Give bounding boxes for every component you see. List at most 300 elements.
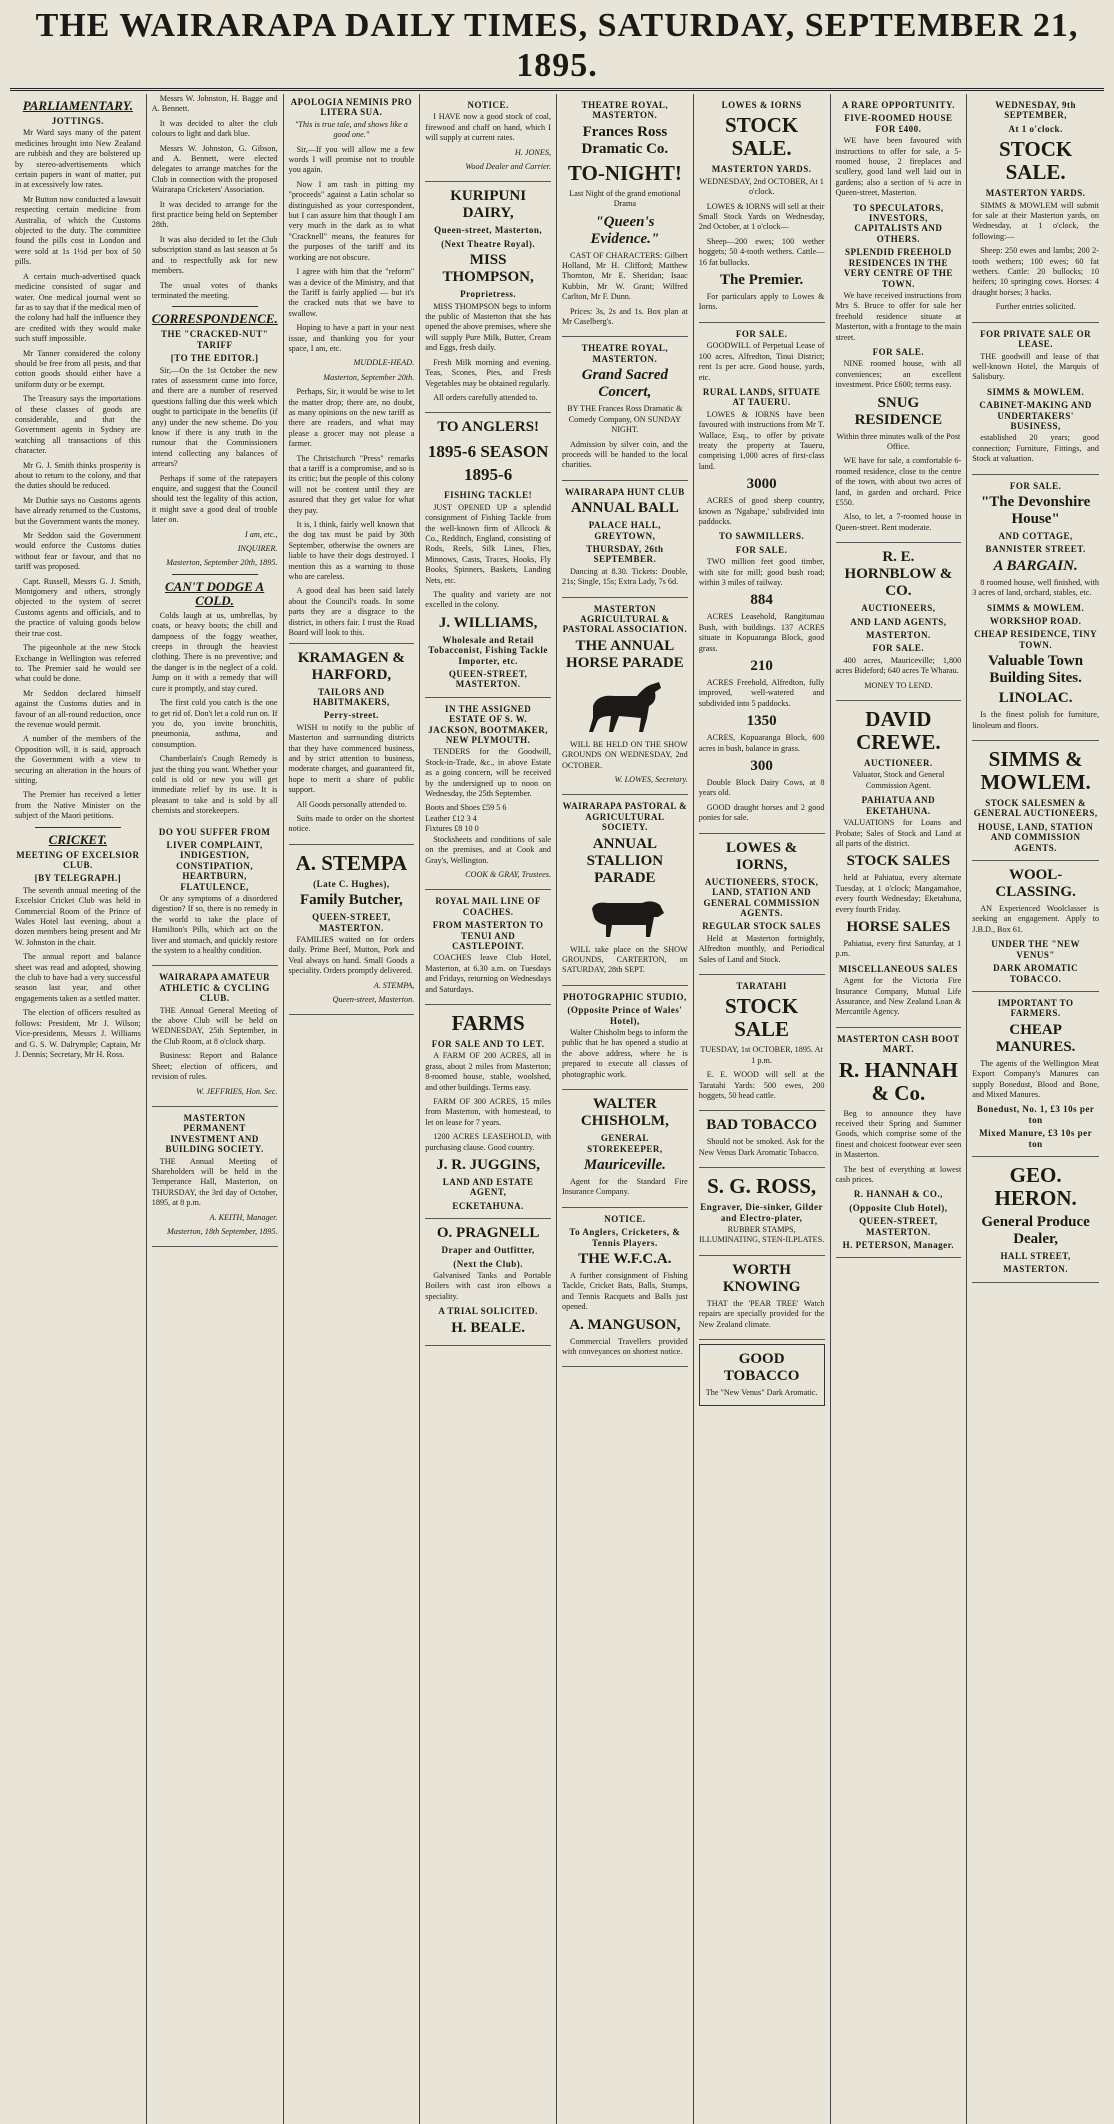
advert-body: Fresh Milk morning and evening. Teas, Scones, Pies, and Fresh Vegetables may be obtained regularly.: [425, 357, 551, 388]
advert-heading: MASTERTON PERMANENT INVESTMENT AND BUILDING SOCIETY.: [165, 1112, 264, 1155]
advert-body: 1200 ACRES LEASEHOLD, with purchasing clause. Good country.: [425, 1132, 551, 1152]
advert-subheading: HORSE SALES: [846, 918, 951, 935]
letter-paragraph: Sir,—On the 1st October the new rates of assessment came into force, and there are a number of reserved questions falling due this week which ought to participate in the benefits (if any) under the new scheme. Do you know if there is any truth in the rumour that the Commissioners intend collecting any balances of arrears?: [151, 365, 278, 469]
advert-dairy: [425, 182, 551, 413]
advert-body: Last Night of the grand emotional Drama: [569, 188, 681, 209]
cricket-subheading: MEETING OF EXCELSIOR CLUB.: [16, 849, 140, 870]
advert-subheading: To Anglers, Cricketers, & Tennis Players.: [569, 1227, 681, 1248]
advert-subheading: General Produce Dealer,: [981, 1213, 1090, 1247]
inventory-line: Boots and Shoes £59 5 6: [425, 803, 507, 813]
advert-body: WISH to notify to the public of Masterton and surrounding districts that they have commenced business, and by strict attention to business, moderate charges, and guaranteed fit, hope to merit a share of public support.: [288, 722, 415, 795]
article-paragraph: The Premier has received a letter from the Native Minister on the subject of the Maori petitions.: [15, 790, 141, 821]
article-paragraph: The usual votes of thanks terminated the meeting.: [151, 280, 278, 300]
advert-address: MASTERTON.: [1003, 1264, 1069, 1275]
advert-body: Dancing at 8.30. Tickets: Double, 21s; Single, 15s; Extra Lady, 7s 6d.: [562, 566, 688, 587]
advert-address: HALL STREET,: [1000, 1250, 1071, 1261]
article-paragraph: Capt. Russell, Messrs G. J. Smith, Montgomery and others, strongly objected to the system of secret Customs agents and officials, and to the practice of valuing goods below their true cost.: [15, 576, 141, 638]
stock-sale-banner: STOCK SALE.: [725, 113, 799, 161]
advert-building-society: [152, 1107, 278, 1247]
advert-liver-complaint: [152, 821, 278, 967]
article-paragraph: The seventh annual meeting of the Excelsior Cricket Club was held in Commercial Room of the Prince of Wales Hotel last evening, about a dozen members being present and Mr W. Johnston in the chair.: [15, 885, 141, 947]
divider: [172, 306, 258, 307]
advert-date: WEDNESDAY, 2nd OCTOBER, At 1 o'clock.: [699, 176, 824, 197]
advert-theatre-drama: [562, 94, 688, 337]
advert-body: TWO million feet good timber, with site for mill; good bush road; within 3 miles of railway.: [698, 557, 825, 587]
advert-subheading: SNUG RESIDENCE: [854, 394, 943, 428]
inventory-line: Fixtures £8 10 0: [425, 824, 479, 834]
advert-heading: FOR PRIVATE SALE OR LEASE.: [980, 328, 1092, 350]
advert-proprietor: H. BEALE.: [451, 1319, 526, 1336]
advert-body: VALUATIONS for Loans and Probate; Sales of Stock and Land at all parts of the district.: [835, 818, 962, 848]
advert-body: RUBBER STAMPS, ILLUMINATING, STEN-ILPLATES.: [698, 1225, 825, 1245]
advert-subheading: PAHIATUA AND EKETAHUNA.: [861, 795, 936, 816]
advert-sacred-concert: [562, 337, 688, 480]
advert-body: Galvanised Tanks and Portable Boilers with cast iron elbows a speciality.: [425, 1271, 551, 1301]
advert-body: GOODWILL of Perpetual Lease of 100 acres, Alfredton, Tinui District; rent 1s per acre. Good house, yards, etc.: [698, 341, 825, 382]
cricket-heading: CRICKET.: [48, 831, 108, 847]
advert-body: A FARM OF 200 ACRES, all in grass, about 2 miles from Masterton; 8-roomed house, stable, woolshed, and other buildings. Terms easy.: [425, 1051, 551, 1092]
advert-subheading: Engraver, Die-sinker, Gilder and Electro-plater,: [700, 1202, 824, 1223]
advert-body: Held at Masterton fortnightly, Alfredton monthly, and Periodical Sales of Land and Stock.: [698, 933, 825, 964]
advert-hornblow: [836, 543, 962, 701]
advert-subheading: "The Devonshire House": [980, 493, 1091, 527]
advert-subheading: FISHING TACKLE!: [444, 490, 533, 501]
advert-body: ACRES of good sheep country, known as 'Ngahape,' subdivided into paddocks.: [698, 496, 825, 526]
article-paragraph: Mr Duthie says no Customs agents have already returned to the Customs, but the Government wants the money.: [15, 495, 141, 526]
advert-hotel-lease: [972, 323, 1099, 475]
article-paragraph: Mr G. J. Smith thinks prosperity is about to return to the colony, and that the duties should be reduced.: [15, 460, 141, 491]
advert-subheading: ANNUAL STALLION PARADE: [586, 835, 664, 886]
advert-body: The best of everything at lowest cash prices.: [835, 1164, 962, 1185]
advert-subheading: (Late C. Hughes),: [313, 878, 390, 889]
advert-subheading: FIVE-ROOMED HOUSE FOR £400.: [844, 113, 953, 134]
advert-heading: BAD TOBACCO: [706, 1117, 817, 1134]
advert-brand: THE W.F.C.A.: [578, 1250, 672, 1267]
advert-signature: COOK & GRAY, Trustees.: [465, 869, 551, 879]
advert-heading: FOR SALE.: [1009, 480, 1062, 491]
advert-subheading: HOUSE, LAND, STATION AND COMMISSION AGENTS.: [978, 821, 1094, 853]
advert-heading: ROYAL MAIL LINE OF COACHES.: [435, 896, 541, 917]
advert-subheading: FOR SALE.: [872, 346, 925, 357]
advert-storekeeper: [562, 1090, 688, 1208]
column-1: [10, 94, 147, 2124]
advert-devonshire-house: [972, 475, 1099, 741]
advert-body: Walter Chisholm begs to inform the public that he has opened a studio at the above address, where he is prepared to execute all classes of photographic work.: [562, 1028, 688, 1079]
advert-body: AN Experienced Woolclasser is seeking an engagement. Apply to J.B.D., Box 61.: [972, 904, 1099, 934]
advert-heading: FARMS: [451, 1010, 525, 1035]
letter-quote: "This is true tale, and shows like a good one.": [294, 119, 408, 140]
advert-body: For particulars apply to Lowes & Iorns.: [698, 292, 825, 312]
advert-body: Should not be smoked. Ask for the New Venus Dark Aromatic Tobacco.: [698, 1137, 825, 1157]
letter-paragraph: Now I am rash in pitting my "proceeds" against a Latin scholar so distinguished as your correspondent, but I can assure him that though I am very much in the dark as to what "Cracknell" means, the features for the purposes of the tariff and its working are not obscure.: [288, 179, 415, 262]
advert-manures: [972, 992, 1099, 1157]
advert-body: held at Pahiatua, every alternate Tuesday, at 1 o'clock; Mangamahoe, every fourth Wednesday; Eketahuna, every fourth Friday.: [835, 873, 962, 914]
article-paragraph: Messrs W. Johnston, H. Bagge and A. Bennett.: [151, 94, 278, 114]
advert-subheading: ANNUAL BALL: [570, 500, 679, 517]
advert-date: WEDNESDAY, 9th SEPTEMBER,: [995, 100, 1077, 121]
advert-heading: TO ANGLERS!: [437, 419, 540, 436]
advert-body: ACRES, Kopuaranga Block, 600 acres in bush, balance in grass.: [698, 733, 825, 753]
advert-signature: SIMMS & MOWLEM.: [987, 386, 1085, 397]
advert-athletic-club: [152, 966, 278, 1106]
advert-watches: [699, 1256, 825, 1340]
advert-body: Admission by silver coin, and the proceeds will be handed to the local charities.: [562, 439, 688, 470]
advert-lowes-iorns: [699, 834, 825, 975]
advert-body: Double Block Dairy Cows, at 8 years old.: [698, 778, 825, 798]
advert-body: 8 roomed house, well finished, with 3 acres of land, orchard, stables, etc.: [972, 577, 1099, 598]
letter-title: THE "CRACKED-NUT" TARIFF: [161, 329, 269, 350]
advert-body: Commercial Travellers provided with conveyances on shortest notice.: [562, 1336, 688, 1356]
tonight-banner: TO-NIGHT!: [567, 160, 682, 185]
advert-body: BY THE Frances Ross Dramatic & Comedy Company, ON SUNDAY NIGHT.: [567, 404, 683, 435]
advert-heading: WOOL-CLASSING.: [995, 867, 1076, 901]
advert-subheading: Family Butcher,: [299, 892, 403, 909]
advert-heading: KURIPUNI DAIRY,: [450, 188, 527, 222]
advert-subheading: STOCK SALES: [846, 853, 951, 870]
advert-farms: [425, 1005, 551, 1219]
advert-signature: A. STEMPA,: [373, 980, 415, 990]
advert-subheading: MISCELLANEOUS SALES: [838, 963, 959, 974]
advert-heading: WAIRARAPA HUNT CLUB: [565, 486, 685, 497]
advert-heading: WORTH KNOWING: [722, 1261, 801, 1295]
advert-heading: NOTICE.: [604, 1213, 646, 1224]
advert-good-tobacco: [699, 1344, 825, 1406]
columns: [10, 94, 1104, 2124]
advert-body: WE have been favoured with instructions to offer for sale, a 5-roomed house, 2 fireplaces and scullery, good land well laid out in gardens; also a section of ¼ acre in Queen-street, Masterton.: [835, 136, 962, 198]
advert-body: ACRES Leasehold, Rangitumau Bush, with buildings. 137 ACRES situate in Kopuaranga Block, good grass.: [698, 612, 825, 653]
advert-for-sale: [699, 323, 825, 834]
advert-body: Also, to let, a 7-roomed house in Queen-street. Rent moderate.: [835, 512, 962, 532]
advert-subheading: MASTERTON YARDS.: [711, 164, 812, 175]
advert-body: Pahiatua, every first Saturday, at 1 p.m.: [835, 938, 962, 959]
advert-body: All orders carefully attended to.: [433, 392, 538, 402]
advert-david-crewe: [836, 701, 962, 1028]
advert-body: LOWES & IORNS will sell at their Small Stock Yards on Wednesday, 2nd October, at 1 o'clock—: [698, 201, 825, 232]
advert-butcher: [289, 845, 415, 1016]
advert-body: WE have for sale, a comfortable 6-roomed residence, close to the centre of the town, with about two acres of land, in garden and orchard. Price £550.: [835, 456, 962, 507]
play-title: "Queen's Evidence.": [590, 213, 660, 247]
advert-heading: NOTICE.: [467, 100, 509, 110]
newspaper-title: THE WAIRARAPA DAILY TIMES, SATURDAY, SEPTEMBER 21, 1895.: [35, 7, 1079, 84]
bull-illustration: [562, 891, 688, 941]
advert-tagline: A TRIAL SOLICITED.: [438, 1306, 538, 1317]
advert-body: FARM OF 300 ACRES, 15 miles from Masterton, with homestead, to let on lease for 7 years.: [425, 1097, 551, 1127]
letter-paragraph: It is, I think, fairly well known that the dog tax must be paid by 30th September, otherwise the owners are liable to have their dogs destroyed. I mention this as a warning to those who are careless.: [288, 520, 415, 582]
article-paragraph: Chamberlain's Cough Remedy is just the thing you want. Whether your cold is old or new you will get immediate relief by its use. It is pleasant to take and is sold by all chemists and storekeepers.: [151, 754, 278, 816]
advert-body: THE Annual Meeting of Shareholders will be held in the Temperance Hall, Masterton, on THURSDAY, the 3rd day of October, 1895, at 8 p.m.: [151, 1156, 278, 1208]
stock-sale-banner: STOCK SALE: [725, 994, 799, 1042]
advert-brand: R. HANNAH & Co.: [838, 1057, 958, 1105]
advert-subheading: MASTERTON YARDS.: [985, 188, 1086, 199]
advert-body: WILL take place on the SHOW GROUNDS, CARTERTON, on SATURDAY, 28th SEPT.: [562, 944, 688, 975]
advert-subheading: The Premier.: [719, 272, 804, 289]
advert-body: The agents of the Wellington Meat Export Company's Manures can supply Bonedust, Blood and Bone, and Mixed Manures.: [972, 1058, 1099, 1099]
bull-icon: [580, 891, 670, 941]
advert-date: Masterton, 18th September, 1895.: [166, 1226, 278, 1236]
advert-heading: LOWES & IORNS,: [725, 839, 798, 873]
advert-heading: IMPORTANT TO FARMERS.: [997, 997, 1074, 1019]
advert-boot-mart: [836, 1028, 962, 1259]
advert-body: Agent for the Standard Fire Insurance Company.: [562, 1176, 688, 1197]
divider: [35, 827, 121, 828]
advert-taratahi-sale: [699, 975, 825, 1111]
advert-body: The "New Venus" Dark Aromatic.: [705, 1388, 818, 1398]
advert-subheading: FROM MASTERTON TO TENUI AND CASTLEPOINT.: [432, 920, 544, 951]
advert-subheading: Draper and Outfitter,: [441, 1245, 535, 1256]
advert-proprietor: A. MANGUSON,: [569, 1316, 681, 1333]
advert-address: BANNISTER STREET.: [985, 544, 1086, 555]
advert-body: GOOD draught horses and 2 good ponies for sale.: [698, 802, 825, 823]
letter-paragraph: A good deal has been said lately about the Council's roads. In some parts they are a disgrace to the district, in others fair. I trust the Road Board will look to this.: [288, 586, 415, 638]
advert-heading: FOR SALE.: [735, 328, 788, 339]
parliamentary-heading: PARLIAMENTARY.: [22, 98, 133, 113]
advert-subheading: AUCTIONEERS, STOCK, LAND, STATION AND GENERAL COMMISSION AGENTS.: [703, 876, 820, 918]
article-paragraph: Mr Seddon declared himself against the Customs duties and in favour of an all-round reduction, once the revenue would permit.: [15, 688, 141, 729]
advert-heading: GOOD TOBACCO: [723, 1351, 800, 1385]
advert-subheading: Proprietress.: [460, 289, 517, 300]
article-paragraph: It was decided to arrange for the first practice being held on September 28th.: [151, 199, 278, 230]
advert-coal-notice: [425, 94, 551, 182]
advert-subheading: UNDER THE "NEW VENUS": [991, 939, 1081, 960]
advert-photo-studio: [562, 986, 688, 1090]
advert-heading: DAVID CREWE.: [856, 707, 941, 755]
article-paragraph: It was decided to alter the club colours to light and dark blue.: [151, 118, 278, 139]
letter-date: Masterton, September 20th, 1895.: [166, 558, 278, 568]
advert-body: Further entries solicited.: [995, 302, 1076, 312]
advert-address: (Opposite Prince of Wales' Hotel),: [567, 1005, 683, 1026]
advert-heading: O. PRAGNELL: [436, 1225, 540, 1242]
price-line: Mixed Manure, £3 10s per ton: [979, 1128, 1093, 1149]
article-paragraph: The annual report and balance sheet was read and adopted, showing the club to have had a very successful season last year, and other engagements taken as a settled matter.: [15, 952, 141, 1003]
advert-subheading: STOCK SALESMEN & GENERAL AUCTIONEERS,: [973, 798, 1098, 819]
advert-manager: H. PETERSON, Manager.: [842, 1240, 955, 1251]
letter-paragraph: Perhaps if some of the ratepayers enquire, and suggest that the Council should test the legality of this action, it might save a good deal of trouble later on.: [151, 473, 278, 525]
letter-signature: INQUIRER.: [237, 544, 278, 554]
advert-proprietor: J. WILLIAMS,: [438, 614, 538, 631]
advert-wool-classing: [972, 861, 1099, 992]
advert-subheading: FOR SALE.: [735, 544, 788, 555]
advert-subheading: AUCTIONEERS,: [861, 603, 936, 614]
advert-subheading: TAILORS AND HABITMAKERS,: [312, 686, 390, 707]
horse-illustration: [562, 676, 688, 736]
article-paragraph: The pigeonhole at the new Stock Exchange in Wellington was referred to. The Premier said he would see what could be done.: [15, 643, 141, 684]
advert-body: ACRES Freehold, Alfredton, fully improved, well-watered and subdivided into 5 paddocks.: [698, 678, 825, 708]
advert-body: SIMMS & MOWLEM will submit for sale at their Masterton yards, on Wednesday, at 1 o'clock, the following:—: [972, 200, 1099, 241]
advert-signature: A. KEITH, Manager.: [209, 1212, 278, 1222]
advert-body: We have received instructions from Mrs S. Bruce to offer for sale her freehold residence situate at Masterton, with a frontage to the main street.: [835, 290, 962, 342]
column-7: [831, 94, 968, 2124]
advert-season: 1895-6 SEASON 1895-6: [427, 442, 549, 485]
advert-body: THE goodwill and lease of that well-known Hotel, the Marquis of Salisbury.: [972, 351, 1099, 382]
advert-coaches: [425, 890, 551, 1005]
advert-heading: GEO. HERON.: [994, 1162, 1077, 1210]
advert-subheading: LAND AND ESTATE AGENT,: [442, 1177, 534, 1198]
advert-heading: KRAMAGEN & HARFORD,: [297, 649, 405, 683]
article-paragraph: Mr Ward says many of the patent medicines brought into New Zealand are rubbish and they are bolstered up by stereo-advertisements which certain papers in want of matter, put in at excessively low rates.: [15, 128, 141, 190]
advert-tailors: [289, 643, 415, 845]
advert-subheading: AND COTTAGE,: [998, 530, 1073, 541]
acreage-figure: 884: [750, 592, 773, 609]
concert-title: Grand Sacred Concert,: [581, 367, 668, 401]
advert-heading: TARATAHI: [736, 980, 787, 991]
advert-stock-sale: [699, 94, 825, 323]
advert-subheading: TO SPECULATORS, INVESTORS, CAPITALISTS AND OTHERS.: [853, 202, 944, 244]
article-paragraph: A number of the members of the Opposition will, it is said, approach the Government with a view to securing an alteration in the hours of sitting.: [15, 734, 141, 785]
advert-subheading: RURAL LANDS, SITUATE AT TAUERU.: [702, 386, 821, 408]
advert-subheading: FOR SALE.: [872, 643, 925, 654]
column-5: [557, 94, 694, 2124]
advert-body: All Goods personally attended to.: [296, 799, 407, 809]
advert-subheading: A BARGAIN.: [993, 557, 1078, 574]
advert-sports-notice: [562, 1208, 688, 1368]
advert-body: WILL BE HELD ON THE SHOW GROUNDS ON WEDNESDAY, 2nd OCTOBER.: [562, 739, 688, 770]
advert-simms-stock-sale: [972, 94, 1099, 323]
advert-body: established 20 years; good connection; Furniture, Fittings, and Stock at valuation.: [972, 433, 1099, 464]
column-3: [284, 94, 421, 2124]
advert-body: Sheep: 250 ewes and lambs; 200 2-tooth wethers; 100 ewes; 60 fat wethers. Cattle: 20 bullocks; 10 heifers; 10 springing cows. Horses: 4 draught horses; 3 hacks.: [972, 246, 1099, 297]
advert-address: Queen-street, Masterton.: [332, 995, 415, 1005]
advert-body: Stocksheets and conditions of sale on the premises, and at Cook and Gray's, Wellington.: [425, 834, 551, 865]
advert-address: ECKETAHUNA.: [452, 1200, 524, 1211]
advert-subheading: TO SAWMILLERS.: [718, 531, 805, 542]
advert-body: Business: Report and Balance Sheet; election of officers, and revision of rules.: [151, 1051, 278, 1082]
advert-body: Or any symptoms of a disordered digestion? If so, there is no remedy in the world to take the place of Hamilton's Pills, which act on the liver and stomach, and quickly restore the system to a healthy condition.: [151, 894, 278, 956]
letter-paragraph: I agree with him that the "reform" was a device of the Ministry, and that the Tariff is fairly applied — but it's the cracked nuts that we have to swallow.: [288, 267, 415, 318]
advert-body: The quality and variety are not excelled in the colony.: [425, 589, 551, 610]
advert-heading: IN THE ASSIGNED ESTATE OF S. W. JACKSON, BOOTMAKER, NEW PLYMOUTH.: [428, 703, 548, 746]
advert-heading: A RARE OPPORTUNITY.: [841, 100, 955, 110]
advert-body: THE Annual General Meeting of the above Club will be held on WEDNESDAY, 25th September, in the Club Room, at 8 o'clock sharp.: [151, 1005, 278, 1046]
letter-paragraph: The Christchurch "Press" remarks that a tariff is a compromise, and so is its critic; but the people of this colony will not be content until they are assured that they get value for what they pay.: [288, 453, 415, 515]
inventory-line: Leather £12 3 4: [425, 813, 477, 823]
advert-date: TUESDAY, 1st OCTOBER, 1895. At 1 p.m.: [700, 1045, 823, 1065]
masthead: [10, 6, 1104, 91]
advert-signature: R. HANNAH & CO.,: [853, 1189, 943, 1200]
advert-date: THURSDAY, 26th SEPTEMBER.: [586, 543, 664, 565]
advert-horse-parade: [562, 598, 688, 796]
advert-address: QUEEN-STREET, MASTERTON.: [859, 1216, 938, 1237]
advert-venue: PALACE HALL, GREYTOWN,: [588, 520, 662, 541]
advert-address: Perry-street.: [323, 710, 379, 721]
advert-signature: W. JEFFRIES, Hon. Sec.: [196, 1086, 278, 1096]
jottings-subheading: JOTTINGS.: [51, 116, 104, 126]
acreage-figure: 3000: [746, 476, 777, 493]
advert-body: A further consignment of Fishing Tackle, Cricket Bats, Balls, Stumps, and Tennis Racquets and Balls just opened.: [562, 1270, 688, 1312]
advert-subheading: FOR SALE AND TO LET.: [431, 1038, 545, 1049]
advert-proprietor: MISS THOMPSON,: [442, 252, 534, 286]
advert-subheading: Wholesale and Retail Tobacconist, Fishing Tackle Importer, etc.: [428, 634, 548, 666]
advert-heading: R. E. HORNBLOW & CO.: [844, 549, 953, 600]
advert-heading: DO YOU SUFFER FROM: [158, 826, 271, 837]
advert-subheading: (Next Theatre Royal).: [441, 238, 536, 249]
advert-body: Valuator, Stock and General Commission Agent.: [852, 770, 945, 790]
advert-body: THAT the 'PEAR TREE' Watch repairs are specially provided for the New Zealand climate.: [698, 1298, 825, 1329]
advert-body: Suits made to order on the shortest notice.: [288, 813, 415, 834]
advert-hunt-ball: [562, 481, 688, 598]
advert-body: FAMILIES waited on for orders daily. Prime Beef, Mutton, Pork and Veal always on hand. Small Goods a speciality. Orders promptly delivered.: [288, 935, 415, 976]
advert-subheading: WORKSHOP ROAD.: [989, 616, 1082, 626]
advert-body: Agent for the Victoria Fire Insurance Company, Mutual Life Assurance, and New Zealand Loan & Mercantile Agency.: [835, 976, 962, 1017]
advert-body: Prices: 3s, 2s and 1s. Box plan at Mr Caselberg's.: [562, 306, 688, 327]
advert-body: Within three minutes walk of the Post Office.: [836, 431, 961, 451]
advert-body: LOWES & IORNS have been favoured with instructions from Mr T. Wallace, Esq., to offer by private treaty the property at Taueru, comprising 1,000 acres of first-class land.: [698, 409, 825, 471]
company-name: Frances Ross Dramatic Co.: [581, 123, 669, 157]
horse-icon: [575, 676, 675, 736]
correspondence-heading: CORRESPONDENCE.: [151, 311, 278, 327]
advert-subheading: CABINET-MAKING AND UNDERTAKERS' BUSINESS,: [979, 400, 1092, 431]
advert-subheading: SPLENDID FREEHOLD RESIDENCES IN THE VERY CENTRE OF THE TOWN.: [843, 247, 953, 289]
advert-fishing-tackle: [425, 413, 551, 698]
letter-paragraph: Perhaps, Sir, it would be wise to let the matter drop; there are, no doubt, as many opinions on the new tariff as there are readers, and what may please a grocer may not please a farmer.: [288, 387, 415, 449]
advert-heading: WALTER CHISHOLM,: [580, 1096, 669, 1130]
advert-heading: S. G. ROSS,: [707, 1174, 817, 1199]
advert-address: MASTERTON.: [865, 630, 931, 641]
advert-subheading: AND LAND AGENTS,: [850, 616, 947, 627]
advert-heading: PHOTOGRAPHIC STUDIO,: [562, 991, 687, 1002]
advert-address: (Next the Club).: [453, 1258, 523, 1269]
article-paragraph: The election of officers resulted as follows: President, Mr J. Wilson; Vice-presidents, Messrs J. Williams and G. S. W. Dalrymple; Captain, Mr J. Dennis; Secretary, Mr H. Ross.: [15, 1008, 141, 1059]
price-line: Bonedust, No. 1, £3 10s per ton: [976, 1104, 1095, 1125]
article-paragraph: Colds laugh at us, umbrellas, by coats, or heavy boots; the chill and dampness of the foggy weather, creeps in through the heaviest clothing. There is no preventive; and the danger is in the neglect of a cold. Jump on it with a remedy that will cure it promptly, and stay cured.: [151, 610, 278, 693]
advert-subheading: REGULAR STOCK SALES: [702, 921, 822, 932]
column-6: [694, 94, 831, 2124]
advert-address: QUEEN-STREET, MASTERTON.: [312, 912, 391, 933]
editor-line: [TO THE EDITOR.]: [170, 353, 259, 364]
advert-signature: W. LOWES, Secretary.: [614, 775, 688, 784]
advert-subheading: LINOLAC.: [998, 690, 1073, 707]
advert-heading: LOWES & IORNS: [721, 100, 802, 110]
advert-house-sale: [836, 94, 962, 543]
advert-engraver: [699, 1168, 825, 1256]
advert-signature: SIMMS & MOWLEM.: [987, 602, 1085, 613]
advert-body: MISS THOMPSON begs to inform the public of Masterton that she has opened the above premises, where she will supply Pure Milk, Butter, Cream and Eggs, fresh daily.: [425, 301, 551, 353]
advert-body: JUST OPENED UP a splendid consignment of Fishing Tackle from the well-known firm of Allcock & Co., Redditch, England, consisting of Rods, Reels, Silk Lines, Flies, Minnows, Casts, Traces, Hooks, Fly Books, Spinners, Baskets, Landing Nets, etc.: [425, 502, 551, 585]
letter-date: Masterton, September 20th.: [323, 372, 415, 382]
advert-body: Sheep—200 ewes; 100 wether hoggets; 50 4-tooth wethers. Cattle—16 fat bullocks.: [698, 236, 825, 267]
divider: [172, 574, 258, 575]
article-paragraph: The first cold you catch is the one to get rid of. Don't let a cold run on. If you do, you invite bronchitis, pneumonia, asthma, and consumption.: [151, 698, 278, 749]
cold-article-heading: CAN'T DODGE A COLD.: [165, 578, 265, 608]
stock-sale-banner: STOCK SALE.: [999, 137, 1073, 185]
acreage-figure: 1350: [746, 713, 777, 730]
advert-subheading: DARK AROMATIC TOBACCO.: [993, 963, 1079, 984]
advert-signature: Wood Dealer and Carrier.: [465, 162, 551, 172]
advert-stallion-parade: [562, 795, 688, 985]
article-paragraph: It was also decided to let the Club subscription stand as last season at 5s and to respectfully ask for new members.: [151, 234, 278, 276]
advert-heading: THEATRE ROYAL, MASTERTON.: [581, 100, 669, 121]
article-paragraph: Mr Tanner considered the colony should be free from all pests, and that cotton goods should either have a uniform duty or be exempt.: [15, 348, 141, 389]
advert-heading: THEATRE ROYAL, MASTERTON.: [581, 343, 669, 364]
advert-body: 400 acres, Mauriceville; 1,800 acres Bideford; 640 acres Te Wharau.: [835, 655, 962, 676]
letter-paragraph: Hoping to have a part in your next issue, and thanking you for your space, I am, etc.: [288, 323, 415, 353]
article-paragraph: Messrs W. Johnston, G. Gibson, and A. Bennett, were elected delegates to arrange matches for the Club in connection with the proposed Wairarapa Cricketers' Association.: [151, 143, 278, 195]
advert-body: COACHES leave Club Hotel, Masterton, at 6.30 a.m. on Tuesdays and Fridays, returning on Wednesdays and Saturdays.: [425, 953, 551, 994]
advert-simms-mowlem: [972, 741, 1099, 861]
advert-subheading: Queen-street, Masterton,: [434, 225, 543, 236]
article-paragraph: Mr Seddon said the Government would enforce the Customs duties without fear or favour, and that no tariff was proposed.: [15, 531, 141, 572]
letter-signature: MUDDLE-HEAD.: [353, 358, 415, 368]
article-paragraph: A certain much-advertised quack medicine consisted of sugar and water. One medical journal went so far as to say that if the medical men of the colony had half the influence they are credited with they would make such stuff impossible.: [15, 271, 141, 344]
advert-subheading: THE ANNUAL HORSE PARADE: [566, 637, 684, 671]
advert-produce-dealer: [972, 1157, 1099, 1283]
advert-signature: H. JONES,: [514, 147, 551, 157]
advert-subheading: CHEAP MANURES.: [995, 1021, 1076, 1055]
advert-heading: MASTERTON AGRICULTURAL & PASTORAL ASSOCIATION.: [562, 603, 688, 635]
advert-time: At 1 o'clock.: [1008, 123, 1063, 134]
article-paragraph: The Treasury says the importations of these classes of goods are considerable, and that the Government agents in Sydney are watching all transactions of this character.: [15, 394, 141, 456]
advert-body: MONEY TO LEND.: [864, 680, 933, 690]
advert-address: QUEEN-STREET, MASTERTON.: [448, 669, 528, 690]
